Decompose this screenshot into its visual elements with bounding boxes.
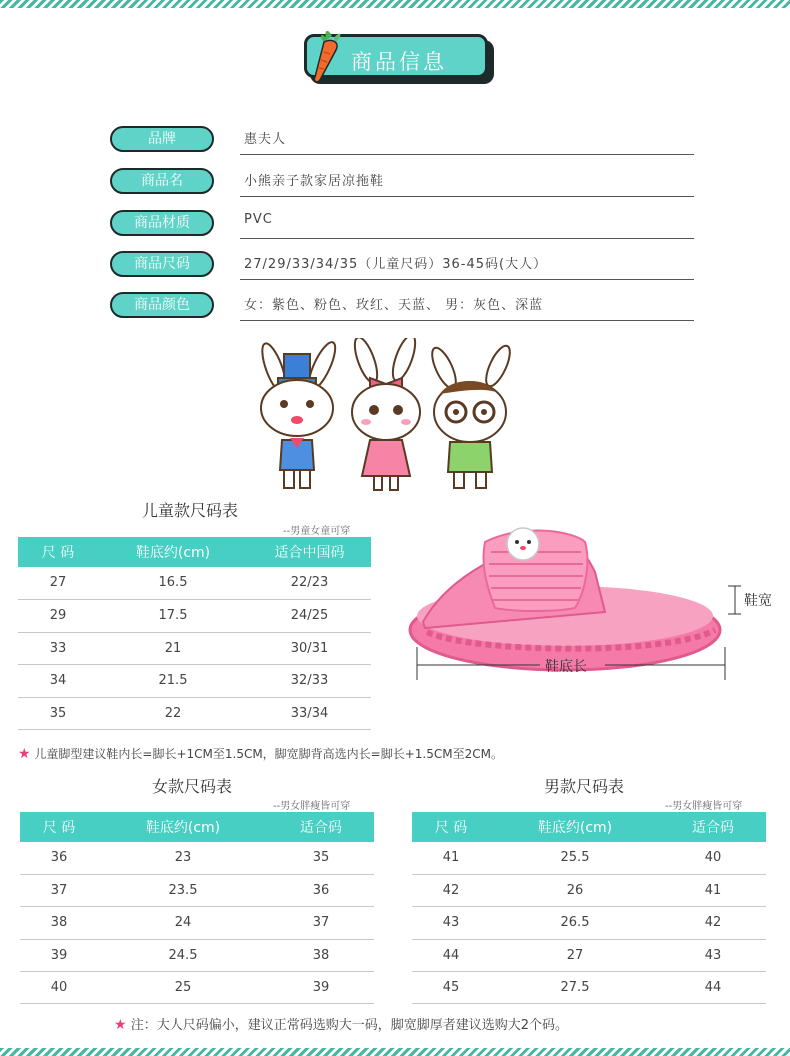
table-cell: 38 — [20, 906, 98, 939]
column-header: 鞋底约(cm) — [490, 812, 660, 842]
table-cell: 35 — [18, 697, 98, 729]
table-cell: 33 — [18, 632, 98, 664]
men-table-note: --男女胖瘦皆可穿 — [665, 801, 743, 812]
bunny-family-illustration — [244, 338, 534, 498]
table-cell: 44 — [660, 971, 766, 1003]
info-label: 商品材质 — [110, 210, 214, 236]
table-cell: 29 — [18, 599, 98, 632]
table-cell: 24 — [98, 906, 268, 939]
table-cell: 23 — [98, 842, 268, 874]
table-cell: 16.5 — [98, 567, 248, 599]
table-row — [18, 697, 371, 729]
table-cell: 39 — [268, 971, 374, 1003]
table-cell: 34 — [18, 664, 98, 697]
shoe-width-label: 鞋宽 — [744, 593, 772, 609]
table-cell: 37 — [20, 874, 98, 906]
info-label: 商品颜色 — [110, 292, 214, 318]
table-cell: 30/31 — [248, 632, 371, 664]
table-row — [18, 567, 371, 599]
table-cell: 23.5 — [98, 874, 268, 906]
table-row — [412, 906, 766, 939]
men-table-title: 男款尺码表 — [544, 777, 625, 796]
table-cell: 21.5 — [98, 664, 248, 697]
table-cell: 36 — [268, 874, 374, 906]
table-row — [18, 664, 371, 697]
column-header: 尺 码 — [18, 537, 98, 567]
info-label: 商品尺码 — [110, 251, 214, 277]
table-cell: 26.5 — [490, 906, 660, 939]
table-cell: 22/23 — [248, 567, 371, 599]
top-stripe-border — [0, 0, 790, 8]
pink-slipper-illustration — [405, 512, 790, 687]
info-value: 惠夫人 — [244, 132, 287, 147]
table-cell: 21 — [98, 632, 248, 664]
info-label: 商品名 — [110, 168, 214, 194]
table-cell: 22 — [98, 697, 248, 729]
column-header: 尺 码 — [20, 812, 98, 842]
column-header: 适合码 — [660, 812, 766, 842]
table-cell: 45 — [412, 971, 490, 1003]
info-value: 27/29/33/34/35（儿童尺码）36-45码(大人） — [244, 257, 548, 272]
table-row — [20, 842, 374, 874]
table-row — [412, 874, 766, 906]
table-cell: 37 — [268, 906, 374, 939]
table-cell: 42 — [660, 906, 766, 939]
table-cell: 40 — [20, 971, 98, 1003]
men-size-table — [412, 812, 766, 1004]
info-row-brand — [110, 126, 694, 156]
kids-table-title: 儿童款尺码表 — [142, 501, 239, 520]
bunny-boy-hat-icon — [258, 339, 341, 488]
table-cell: 17.5 — [98, 599, 248, 632]
kids-fit-tip-text: 儿童脚型建议鞋内长=脚长+1CM至1.5CM，脚宽脚背高选内长=脚长+1.5CM至2CM。 — [34, 747, 503, 761]
column-header: 鞋底约(cm) — [98, 812, 268, 842]
star-icon: ★ — [18, 746, 31, 762]
table-cell: 41 — [660, 874, 766, 906]
underline — [240, 279, 694, 280]
table-header-row — [20, 812, 374, 842]
table-cell: 43 — [412, 906, 490, 939]
table-cell: 40 — [660, 842, 766, 874]
table-cell: 33/34 — [248, 697, 371, 729]
table-cell: 32/33 — [248, 664, 371, 697]
table-cell: 35 — [268, 842, 374, 874]
kids-fit-tip — [18, 745, 503, 762]
table-cell: 39 — [20, 939, 98, 971]
table-row — [412, 939, 766, 971]
info-row-size — [110, 251, 694, 281]
table-cell: 24/25 — [248, 599, 371, 632]
table-cell: 43 — [660, 939, 766, 971]
column-header: 尺 码 — [412, 812, 490, 842]
table-cell: 44 — [412, 939, 490, 971]
column-header: 鞋底约(cm) — [98, 537, 248, 567]
table-row — [20, 906, 374, 939]
column-header: 适合码 — [268, 812, 374, 842]
info-row-material — [110, 210, 694, 240]
bunny-girl-bow-icon — [350, 338, 420, 490]
info-row-color — [110, 292, 694, 322]
star-icon: ★ — [114, 1017, 127, 1033]
column-header: 适合中国码 — [248, 537, 371, 567]
table-cell: 27 — [18, 567, 98, 599]
table-cell: 41 — [412, 842, 490, 874]
table-cell: 42 — [412, 874, 490, 906]
table-cell: 27 — [490, 939, 660, 971]
table-cell: 27.5 — [490, 971, 660, 1003]
underline — [240, 320, 694, 321]
table-row — [412, 842, 766, 874]
women-size-table — [20, 812, 374, 1004]
table-header-row — [412, 812, 766, 842]
table-cell: 36 — [20, 842, 98, 874]
table-cell: 25.5 — [490, 842, 660, 874]
table-row — [18, 599, 371, 632]
table-row — [20, 939, 374, 971]
section-title: 商品信息 — [351, 50, 447, 74]
shoe-length-label: 鞋底长 — [545, 659, 587, 675]
table-row — [18, 632, 371, 664]
bottom-stripe-border — [0, 1048, 790, 1056]
table-row — [412, 971, 766, 1003]
info-value: PVC — [244, 212, 273, 227]
carrot-icon — [310, 28, 350, 84]
underline — [240, 154, 694, 155]
info-row-name — [110, 168, 694, 198]
underline — [240, 196, 694, 197]
kids-size-table — [18, 537, 371, 730]
adult-size-tip — [114, 1014, 568, 1033]
info-value: 女：紫色、粉色、玫红、天蓝、 男：灰色、深蓝 — [244, 298, 544, 313]
women-table-title: 女款尺码表 — [152, 777, 233, 796]
women-table-note: --男女胖瘦皆可穿 — [273, 801, 351, 812]
adult-size-tip-text: 注：大人尺码偏小，建议正常码选购大一码，脚宽脚厚者建议选购大2个码。 — [130, 1018, 568, 1033]
underline — [240, 238, 694, 239]
section-title-banner — [300, 28, 500, 88]
table-header-row — [18, 537, 371, 567]
table-cell: 38 — [268, 939, 374, 971]
table-cell: 24.5 — [98, 939, 268, 971]
table-cell: 26 — [490, 874, 660, 906]
table-row — [20, 971, 374, 1003]
kids-table-note: --男童女童可穿 — [283, 526, 351, 537]
info-value: 小熊亲子款家居凉拖鞋 — [244, 174, 385, 189]
info-label: 品牌 — [110, 126, 214, 152]
table-cell: 25 — [98, 971, 268, 1003]
table-row — [20, 874, 374, 906]
bunny-glasses-icon — [427, 343, 514, 488]
